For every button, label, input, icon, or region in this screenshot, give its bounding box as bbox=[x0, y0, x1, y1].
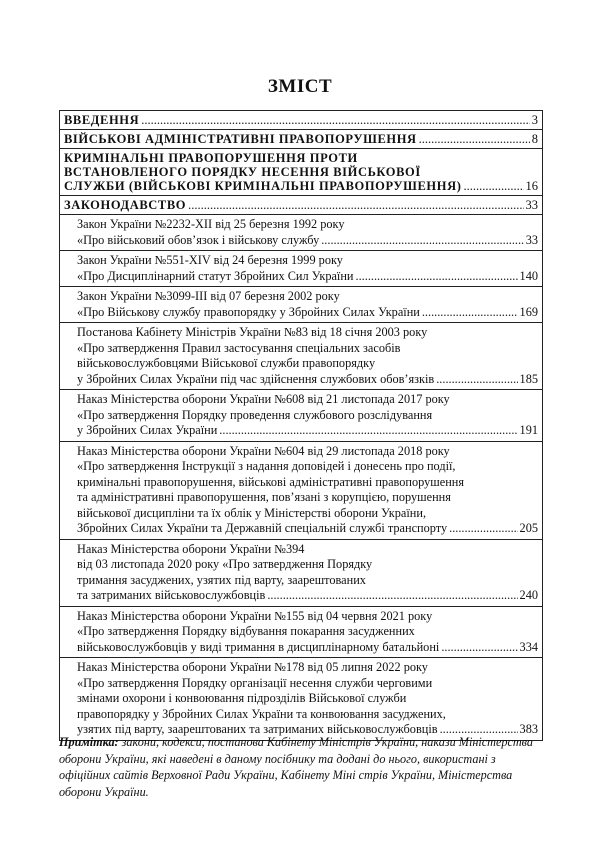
law-entry[interactable] bbox=[60, 215, 542, 251]
dot-leader bbox=[463, 179, 523, 193]
section-title-text: СЛУЖБИ (ВІЙСЬКОВІ КРИМІНАЛЬНІ ПРАВОПОРУШЕННЯ) bbox=[64, 179, 462, 193]
section-entry[interactable] bbox=[60, 111, 542, 130]
law-entry[interactable] bbox=[60, 658, 542, 741]
page-number: 169 bbox=[519, 304, 538, 319]
table-of-contents bbox=[59, 110, 543, 741]
law-title-last-line bbox=[77, 423, 538, 439]
law-title-text: «Про Військову службу правопорядку у Збройних Силах України bbox=[77, 304, 420, 319]
law-title-line: «Про затвердження Правил застосування спеціальних засобів bbox=[77, 340, 401, 355]
law-title-line: Наказ Міністерства оборони України №155 від 04 червня 2021 року bbox=[77, 608, 433, 623]
section-title-last-line bbox=[64, 113, 538, 127]
footnote-text: закони, кодекси, постанова Кабінету Міністрів України, накази Міністерства оборони України, які наведені в даному посібнику та додані до нього, використані з офіційних сайтів Верховної Ради України, Кабінету Міні стрів України, Міністерства оборони України. bbox=[59, 735, 533, 799]
dot-leader bbox=[422, 305, 518, 321]
dot-leader bbox=[188, 198, 523, 212]
law-entry[interactable] bbox=[60, 251, 542, 287]
page-number: 383 bbox=[519, 722, 538, 736]
law-title-line: Наказ Міністерства оборони України №178 від 05 липня 2022 року bbox=[77, 660, 428, 674]
footnote-label: Примітка: bbox=[59, 735, 119, 749]
dot-leader bbox=[356, 269, 518, 285]
page-number: 140 bbox=[519, 268, 538, 283]
section-title-text: ВВЕДЕННЯ bbox=[64, 113, 140, 127]
law-title-line: Закон України №551-XIV від 24 березня 1999 року bbox=[77, 253, 343, 267]
section-title-text: ВІЙСЬКОВІ АДМІНІСТРАТИВНІ ПРАВОПОРУШЕННЯ bbox=[64, 132, 417, 146]
law-entry[interactable] bbox=[60, 323, 542, 390]
page-number: 205 bbox=[519, 521, 538, 535]
page-title: ЗМІСТ bbox=[267, 76, 333, 97]
law-title-last-line bbox=[77, 640, 538, 656]
law-title-text: військовослужбовців у виді тримання в дисциплінарному батальйоні bbox=[77, 639, 440, 654]
law-title-line: «Про затвердження Порядку проведення службового розслідування bbox=[77, 407, 433, 422]
law-title-text: «Про військовий обов’язок і військову службу bbox=[77, 232, 320, 247]
law-title-text: у Збройних Силах України під час здійснення службових обов’язків bbox=[77, 371, 435, 386]
page-number: 8 bbox=[531, 132, 538, 146]
law-title-line: «Про затвердження Інструкції з надання доповідей і донесень про події, bbox=[77, 459, 456, 473]
dot-leader bbox=[441, 640, 517, 656]
section-title-last-line bbox=[64, 132, 538, 146]
law-title-line: «Про затвердження Порядку організації несення служби черговими bbox=[77, 675, 433, 690]
law-title-last-line bbox=[77, 588, 538, 604]
law-entry[interactable] bbox=[60, 607, 542, 659]
page-number: 16 bbox=[525, 179, 538, 193]
law-title-line: Постанова Кабінету Міністрів України №83 від 18 січня 2003 року bbox=[77, 325, 428, 339]
dot-leader bbox=[449, 521, 517, 537]
section-entry[interactable] bbox=[60, 149, 542, 196]
law-title-line: Наказ Міністерства оборони України №608 від 21 листопада 2017 року bbox=[77, 392, 450, 406]
law-title-line: Закон України №2232-XII від 25 березня 1992 року bbox=[77, 217, 345, 231]
page-number: 191 bbox=[519, 423, 538, 437]
section-entry[interactable] bbox=[60, 196, 542, 215]
law-title-last-line bbox=[77, 521, 538, 537]
page-number: 334 bbox=[519, 639, 538, 654]
law-entry[interactable] bbox=[60, 442, 542, 540]
page-number: 240 bbox=[519, 588, 538, 602]
page-number: 185 bbox=[519, 371, 538, 386]
law-title-text: та затриманих військовослужбовців bbox=[77, 588, 266, 602]
dot-leader bbox=[436, 372, 517, 388]
section-title-last-line bbox=[64, 198, 538, 212]
law-title-last-line bbox=[77, 305, 538, 321]
law-title-line: та адміністративні правопорушення, пов’язані з корупцією, порушення bbox=[77, 490, 451, 504]
law-title-line: від 03 листопада 2020 року «Про затвердження Порядку bbox=[77, 557, 373, 571]
law-title-line: «Про затвердження Порядку відбування покарання засудженних bbox=[77, 624, 415, 638]
dot-leader bbox=[141, 113, 530, 127]
law-title-text: узятих під варту, заарештованих та затриманих військовослужбовців bbox=[77, 722, 438, 736]
law-title-line: Наказ Міністерства оборони України №604 від 29 листопада 2018 року bbox=[77, 443, 450, 458]
dot-leader bbox=[267, 588, 517, 604]
law-entry[interactable] bbox=[60, 390, 542, 442]
section-title-line: КРИМІНАЛЬНІ ПРАВОПОРУШЕННЯ ПРОТИ bbox=[64, 151, 358, 165]
law-title-line: військовослужбовцями Військової служби правопорядку bbox=[77, 356, 376, 370]
page-number: 33 bbox=[525, 232, 538, 247]
page-number: 3 bbox=[531, 113, 538, 127]
section-title-line: ВСТАНОВЛЕНОГО ПОРЯДКУ НЕСЕННЯ ВІЙСЬКОВОЇ bbox=[64, 165, 421, 179]
law-title-last-line bbox=[77, 372, 538, 388]
law-title-line: тримання засуджених, узятих під варту, заарештованих bbox=[77, 572, 366, 587]
page-number: 33 bbox=[525, 198, 538, 212]
law-title-line: Закон України №3099-III від 07 березня 2002 року bbox=[77, 289, 340, 303]
law-entry[interactable] bbox=[60, 287, 542, 323]
law-title-text: у Збройних Силах України bbox=[77, 423, 218, 437]
law-title-text: «Про Дисциплінарний статут Збройних Сил України bbox=[77, 268, 354, 283]
law-title-last-line bbox=[77, 233, 538, 249]
section-title-last-line bbox=[64, 179, 538, 193]
law-entry[interactable] bbox=[60, 540, 542, 607]
law-title-line: Наказ Міністерства оборони України №394 bbox=[77, 541, 305, 556]
law-title-line: кримінальні правопорушення, військові адміністративні правопорушення bbox=[77, 474, 465, 489]
law-title-line: правопорядку у Збройних Силах України та конвоювання засуджених, bbox=[77, 706, 446, 721]
law-title-last-line bbox=[77, 269, 538, 285]
law-title-text: Збройних Силах України та Державній спеціальній службі транспорту bbox=[77, 521, 448, 535]
dot-leader bbox=[321, 233, 523, 249]
section-title-text: ЗАКОНОДАВСТВО bbox=[64, 198, 187, 212]
law-title-line: змінами охорони і конвоювання підрозділів Військової служби bbox=[77, 691, 407, 705]
dot-leader bbox=[419, 132, 530, 146]
footnote bbox=[59, 734, 543, 800]
dot-leader bbox=[219, 423, 517, 439]
section-entry[interactable] bbox=[60, 130, 542, 149]
law-title-line: військової дисципліни та їх облік у Міністерстві оборони України, bbox=[77, 505, 427, 520]
